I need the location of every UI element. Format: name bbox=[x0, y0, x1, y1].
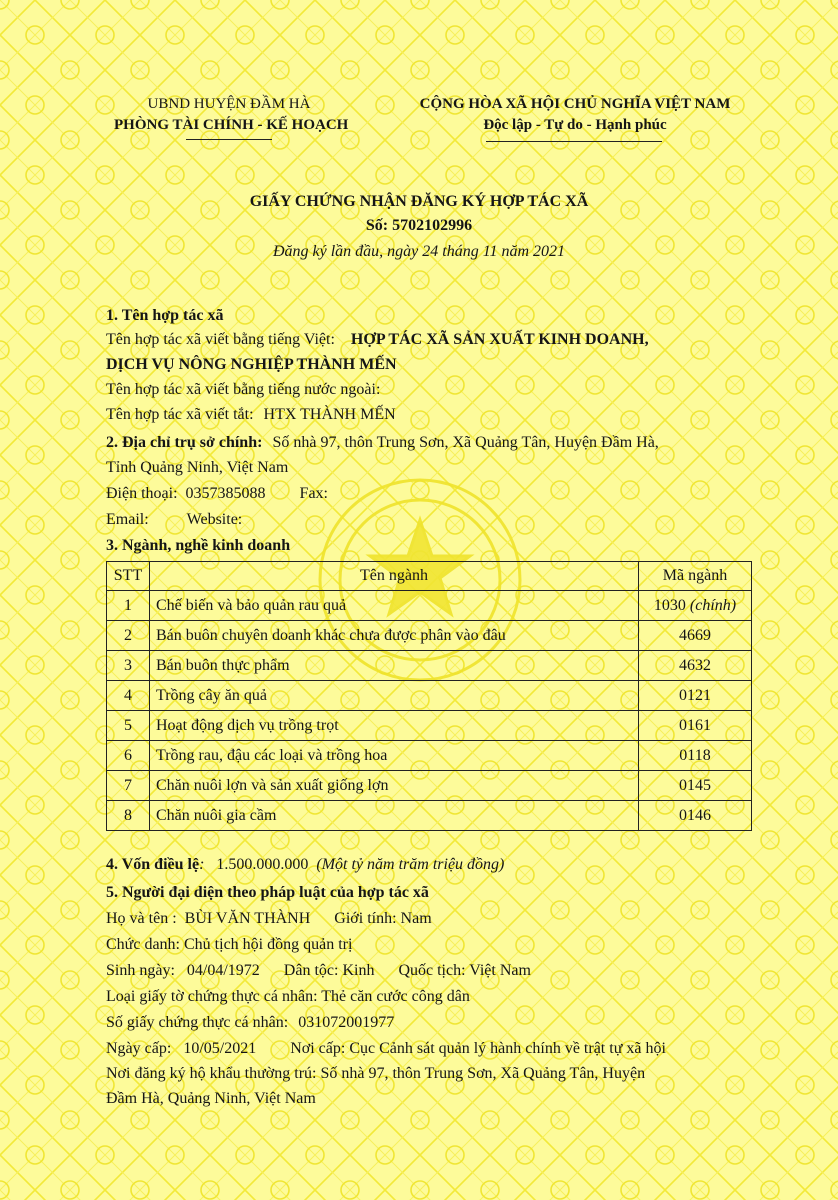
rep-issuer-label: Nơi cấp: bbox=[290, 1040, 346, 1057]
registration-date: Đăng ký lần đầu, ngày 24 tháng 11 năm 2021 bbox=[272, 243, 566, 260]
table-row bbox=[107, 591, 752, 621]
table-row bbox=[107, 771, 752, 801]
rep-name-label: Họ và tên : bbox=[106, 910, 177, 927]
charter-capital-amount: 1.500.000.000 bbox=[216, 856, 309, 873]
rep-gender-label: Giới tính: bbox=[334, 910, 397, 927]
address-row bbox=[106, 434, 659, 452]
table-row bbox=[107, 651, 752, 681]
row-name: Trồng rau, đậu các loại và trồng hoa bbox=[150, 741, 639, 771]
row-stt: 6 bbox=[107, 741, 150, 771]
row-code: 4669 bbox=[639, 621, 752, 651]
issuing-authority: UBND HUYỆN ĐẦM HÀ bbox=[147, 96, 311, 112]
section-3-heading: 3. Ngành, nghề kinh doanh bbox=[106, 537, 291, 554]
header-left-underline bbox=[186, 139, 272, 140]
phone-value: 0357385088 bbox=[185, 485, 266, 502]
rep-residence-row bbox=[106, 1065, 645, 1083]
foreign-name-label: Tên hợp tác xã viết bằng tiếng nước ngoài: bbox=[106, 381, 381, 398]
rep-issue-row bbox=[106, 1040, 666, 1058]
rep-id-type-value: Thẻ căn cước công dân bbox=[321, 988, 470, 1005]
row-code: 0118 bbox=[639, 741, 752, 771]
certificate-title: GIẤY CHỨNG NHẬN ĐĂNG KÝ HỢP TÁC XÃ bbox=[249, 193, 589, 210]
column-header-code: Mã ngành bbox=[639, 562, 752, 591]
section-2-heading: 2. Địa chỉ trụ sở chính: bbox=[106, 434, 263, 451]
row-code: 0121 bbox=[639, 681, 752, 711]
rep-ethnic-value: Kinh bbox=[342, 962, 375, 979]
table-header-row bbox=[107, 562, 752, 591]
short-name-label: Tên hợp tác xã viết tắt: bbox=[106, 406, 254, 423]
rep-birth-row bbox=[106, 962, 531, 980]
charter-capital-row bbox=[106, 856, 504, 874]
row-name: Trồng cây ăn quả bbox=[150, 681, 639, 711]
viet-name-label: Tên hợp tác xã viết bằng tiếng Việt: bbox=[106, 331, 335, 348]
fax-label: Fax: bbox=[299, 485, 328, 502]
rep-dob-label: Sinh ngày: bbox=[106, 962, 175, 979]
rep-id-number-row bbox=[106, 1014, 394, 1032]
rep-title-value: Chủ tịch hội đồng quản trị bbox=[184, 936, 353, 953]
rep-issue-date-label: Ngày cấp: bbox=[106, 1040, 172, 1057]
rep-ethnic-label: Dân tộc: bbox=[283, 962, 339, 979]
rep-id-type-label: Loại giấy tờ chứng thực cá nhân: bbox=[106, 988, 318, 1005]
rep-residence-value-cont: Đầm Hà, Quảng Ninh, Việt Nam bbox=[106, 1090, 316, 1107]
row-code: 0146 bbox=[639, 801, 752, 831]
issuing-department: PHÒNG TÀI CHÍNH - KẾ HOẠCH bbox=[114, 117, 349, 133]
rep-id-number-label: Số giấy chứng thực cá nhân: bbox=[106, 1014, 289, 1031]
rep-nationality-value: Việt Nam bbox=[469, 962, 531, 979]
row-code: 0161 bbox=[639, 711, 752, 741]
short-name-value: HTX THÀNH MẾN bbox=[263, 406, 396, 423]
rep-id-number-value: 031072001977 bbox=[298, 1014, 395, 1031]
row-stt: 1 bbox=[107, 591, 150, 621]
row-stt: 8 bbox=[107, 801, 150, 831]
phone-label: Điện thoại: bbox=[106, 485, 178, 502]
section-4-heading: 4. Vốn điều lệ bbox=[106, 856, 200, 873]
column-header-stt: STT bbox=[107, 562, 150, 591]
header-right-underline bbox=[486, 141, 662, 142]
row-stt: 3 bbox=[107, 651, 150, 681]
row-name: Hoạt động dịch vụ trồng trọt bbox=[150, 711, 639, 741]
rep-name-row bbox=[106, 910, 432, 928]
table-row bbox=[107, 741, 752, 771]
national-motto: Độc lập - Tự do - Hạnh phúc bbox=[483, 117, 667, 133]
row-code-note: (chính) bbox=[689, 596, 737, 614]
phone-row bbox=[106, 485, 328, 503]
row-code bbox=[639, 591, 752, 621]
row-name: Bán buôn thực phẩm bbox=[150, 651, 639, 681]
table-row bbox=[107, 801, 752, 831]
row-stt: 2 bbox=[107, 621, 150, 651]
viet-name-value: HỢP TÁC XÃ SẢN XUẤT KINH DOANH, bbox=[350, 331, 649, 348]
charter-capital-words: (Một tỷ năm trăm triệu đồng) bbox=[316, 856, 505, 873]
address-value: Số nhà 97, thôn Trung Sơn, Xã Quảng Tân, Huyện Đầm Hà, bbox=[272, 434, 659, 451]
rep-dob-value: 04/04/1972 bbox=[186, 962, 260, 979]
rep-gender-value: Nam bbox=[400, 910, 432, 927]
rep-residence-label: Nơi đăng ký hộ khẩu thường trú: bbox=[106, 1065, 317, 1082]
rep-residence-value: Số nhà 97, thôn Trung Sơn, Xã Quảng Tân, Huyện bbox=[320, 1065, 646, 1082]
section-1-heading: 1. Tên hợp tác xã bbox=[106, 307, 224, 324]
section-4-colon: : bbox=[199, 856, 205, 873]
business-lines-table bbox=[106, 561, 752, 831]
rep-name-value: BÙI VĂN THÀNH bbox=[184, 910, 311, 927]
rep-id-type-row bbox=[106, 988, 470, 1006]
national-title: CỘNG HÒA XÃ HỘI CHỦ NGHĨA VIỆT NAM bbox=[419, 96, 731, 112]
email-label: Email: bbox=[106, 511, 149, 528]
row-stt: 5 bbox=[107, 711, 150, 741]
table-row bbox=[107, 711, 752, 741]
rep-issue-date-value: 10/05/2021 bbox=[183, 1040, 257, 1057]
column-header-name: Tên ngành bbox=[150, 562, 639, 591]
rep-title-label: Chức danh: bbox=[106, 936, 180, 953]
viet-name-value-cont: DỊCH VỤ NÔNG NGHIỆP THÀNH MẾN bbox=[106, 356, 397, 373]
row-code-value: 1030 bbox=[653, 596, 686, 614]
viet-name-row bbox=[106, 331, 649, 349]
row-code: 4632 bbox=[639, 651, 752, 681]
row-code: 0145 bbox=[639, 771, 752, 801]
table-row bbox=[107, 621, 752, 651]
rep-title-row bbox=[106, 936, 352, 954]
row-stt: 4 bbox=[107, 681, 150, 711]
website-label: Website: bbox=[186, 511, 243, 528]
certificate-number: Số: 5702102996 bbox=[365, 217, 473, 234]
address-value-cont: Tỉnh Quảng Ninh, Việt Nam bbox=[106, 459, 289, 476]
row-name: Bán buôn chuyên doanh khác chưa được phân vào đâu bbox=[150, 621, 639, 651]
table-row bbox=[107, 681, 752, 711]
email-row bbox=[106, 511, 242, 529]
rep-issuer-value: Cục Cảnh sát quản lý hành chính về trật tự xã hội bbox=[349, 1040, 666, 1057]
short-name-row bbox=[106, 406, 396, 424]
row-name: Chế biến và bảo quản rau quả bbox=[150, 591, 639, 621]
rep-nationality-label: Quốc tịch: bbox=[398, 962, 466, 979]
row-name: Chăn nuôi gia cầm bbox=[150, 801, 639, 831]
section-5-heading: 5. Người đại diện theo pháp luật của hợp tác xã bbox=[106, 884, 429, 901]
row-name: Chăn nuôi lợn và sản xuất giống lợn bbox=[150, 771, 639, 801]
row-stt: 7 bbox=[107, 771, 150, 801]
